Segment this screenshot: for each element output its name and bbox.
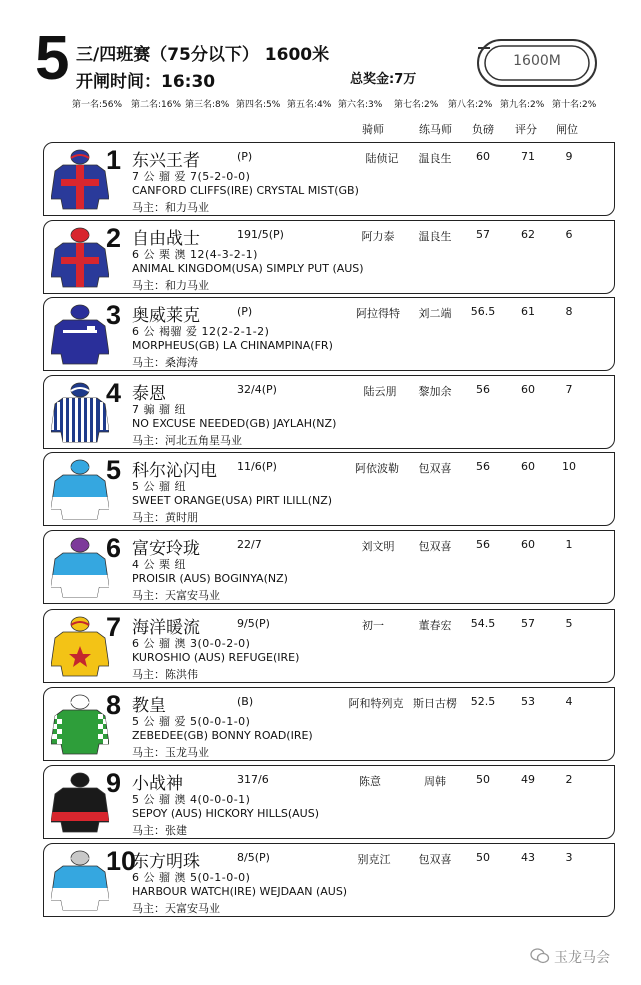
gate-value: 7 xyxy=(565,383,573,396)
horse-owner: 马主：河北五角星马业 xyxy=(132,434,242,447)
horse-name: 富安玲珑 xyxy=(132,539,200,559)
prize-distribution xyxy=(72,97,602,111)
horse-name: 教皇 xyxy=(132,696,166,716)
jockey-name: 别克江 xyxy=(357,853,391,866)
trainer-name: 刘二端 xyxy=(418,307,452,320)
runner-number: 9 xyxy=(106,768,122,798)
horse-owner: 马主：天富安马业 xyxy=(132,902,220,915)
runner-number: 2 xyxy=(106,223,122,253)
rating-value: 60 xyxy=(521,460,535,473)
runner-card xyxy=(43,375,615,449)
horse-pedigree: MORPHEUS(GB) LA CHINAMPINA(FR) xyxy=(132,339,333,352)
rating-value: 43 xyxy=(521,851,535,864)
gate-value: 6 xyxy=(565,228,573,241)
runner-odds: 9/5(P) xyxy=(237,617,270,630)
horse-info: 6 公 骝 澳 3(0-0-2-0) xyxy=(132,637,251,650)
prize-share: 第三名:8% xyxy=(185,100,230,110)
runner-number: 10 xyxy=(106,846,137,876)
track-distance-label: 1600M xyxy=(513,53,561,69)
horse-owner: 马主：陈洪伟 xyxy=(132,668,198,681)
jockey-silks-icon xyxy=(51,304,109,366)
runner-odds: (P) xyxy=(237,150,253,163)
jockey-name: 阿力泰 xyxy=(361,230,395,243)
horse-info: 5 公 骝 爱 5(0-0-1-0) xyxy=(132,715,251,728)
horse-name: 小战神 xyxy=(132,774,183,794)
prize-share: 第五名:4% xyxy=(287,100,332,110)
runner-card xyxy=(43,687,615,761)
horse-name: 海洋暖流 xyxy=(132,618,200,638)
gate-value: 3 xyxy=(565,851,573,864)
horse-pedigree: SWEET ORANGE(USA) PIRT ILILL(NZ) xyxy=(132,494,333,507)
weight-value: 50 xyxy=(476,851,490,864)
prize-share: 第一名:56% xyxy=(72,100,123,110)
total-prize: 总奖金:7万 xyxy=(350,72,417,87)
horse-owner: 马主：和力马业 xyxy=(132,201,209,214)
weight-value: 52.5 xyxy=(470,695,496,708)
rating-value: 60 xyxy=(521,538,535,551)
rating-value: 62 xyxy=(521,228,535,241)
jockey-silks-icon xyxy=(51,537,109,599)
rating-value: 49 xyxy=(521,773,535,786)
column-header-rating: 评分 xyxy=(515,123,537,136)
horse-info: 6 公 骝 澳 5(0-1-0-0) xyxy=(132,871,251,884)
weight-value: 56 xyxy=(476,383,490,396)
horse-pedigree: PROISIR (AUS) BOGINYA(NZ) xyxy=(132,572,288,585)
horse-info: 7 公 骝 爱 7(5-2-0-0) xyxy=(132,170,251,183)
runner-odds: (B) xyxy=(237,695,254,708)
runner-card xyxy=(43,843,615,917)
jockey-silks-icon xyxy=(51,149,109,211)
jockey-name: 初一 xyxy=(362,619,384,632)
weight-value: 56 xyxy=(476,538,490,551)
runner-card xyxy=(43,452,615,526)
trainer-name: 斯日古楞 xyxy=(413,697,457,710)
horse-owner: 马主：和力马业 xyxy=(132,279,209,292)
runner-number: 5 xyxy=(106,455,122,485)
horse-pedigree: NO EXCUSE NEEDED(GB) JAYLAH(NZ) xyxy=(132,417,337,430)
runner-odds: 11/6(P) xyxy=(237,460,277,473)
trainer-name: 黎加余 xyxy=(418,385,452,398)
prize-share: 第六名:3% xyxy=(338,100,383,110)
jockey-name: 阿依波勒 xyxy=(355,462,399,475)
rating-value: 53 xyxy=(521,695,535,708)
horse-owner: 马主：黄时朋 xyxy=(132,511,198,524)
gate-value: 10 xyxy=(562,460,576,473)
gate-value: 8 xyxy=(565,305,573,318)
prize-share: 第九名:2% xyxy=(500,100,545,110)
weight-value: 50 xyxy=(476,773,490,786)
runner-odds: 8/5(P) xyxy=(237,851,270,864)
trainer-name: 包双喜 xyxy=(418,540,452,553)
horse-owner: 马主：天富安马业 xyxy=(132,589,220,602)
weight-value: 57 xyxy=(476,228,490,241)
jockey-silks-icon xyxy=(51,772,109,834)
horse-info: 6 公 褐骝 爱 12(2-2-1-2) xyxy=(132,325,270,338)
horse-pedigree: SEPOY (AUS) HICKORY HILLS(AUS) xyxy=(132,807,319,820)
horse-pedigree: CANFORD CLIFFS(IRE) CRYSTAL MIST(GB) xyxy=(132,184,359,197)
horse-info: 4 公 栗 纽 xyxy=(132,558,186,571)
jockey-silks-icon xyxy=(51,616,109,678)
trainer-name: 包双喜 xyxy=(418,853,452,866)
rating-value: 57 xyxy=(521,617,535,630)
jockey-silks-icon xyxy=(51,459,109,521)
runner-number: 1 xyxy=(106,145,122,175)
runner-number: 6 xyxy=(106,533,122,563)
runner-card xyxy=(43,220,615,294)
jockey-name: 陆云朋 xyxy=(363,385,397,398)
column-header-gate: 闸位 xyxy=(556,123,578,136)
jockey-silks-icon xyxy=(51,850,109,912)
horse-info: 5 公 骝 澳 4(0-0-0-1) xyxy=(132,793,251,806)
jockey-name: 阿拉得特 xyxy=(356,307,400,320)
race-number: 5 xyxy=(35,24,70,93)
horse-name: 东兴王者 xyxy=(132,151,200,171)
prize-share: 第十名:2% xyxy=(552,100,597,110)
horse-pedigree: HARBOUR WATCH(IRE) WEJDAAN (AUS) xyxy=(132,885,348,898)
weight-value: 60 xyxy=(476,150,490,163)
runner-odds: (P) xyxy=(237,305,253,318)
gate-value: 4 xyxy=(565,695,573,708)
jockey-silks-icon xyxy=(51,227,109,289)
trainer-name: 包双喜 xyxy=(418,462,452,475)
horse-name: 东方明珠 xyxy=(132,852,200,872)
gate-value: 5 xyxy=(565,617,573,630)
runner-odds: 22/7 xyxy=(237,538,262,551)
jockey-name: 刘文明 xyxy=(361,540,395,553)
horse-name: 泰恩 xyxy=(132,384,166,404)
jockey-silks-icon xyxy=(51,382,109,444)
rating-value: 60 xyxy=(521,383,535,396)
trainer-name: 温良生 xyxy=(418,230,452,243)
gate-value: 1 xyxy=(565,538,573,551)
runner-odds: 32/4(P) xyxy=(237,383,277,396)
weight-value: 56.5 xyxy=(470,305,496,318)
race-title: 三/四班赛（75分以下） 1600米 xyxy=(76,45,330,65)
runner-number: 8 xyxy=(106,690,122,720)
horse-name: 奥威莱克 xyxy=(132,306,200,326)
horse-pedigree: ZEBEDEE(GB) BONNY ROAD(IRE) xyxy=(132,729,313,742)
rating-value: 71 xyxy=(521,150,535,163)
runner-card xyxy=(43,530,615,604)
jockey-name: 陆侦记 xyxy=(365,152,399,165)
horse-pedigree: KUROSHIO (AUS) REFUGE(IRE) xyxy=(132,651,300,664)
column-header-jockey: 骑师 xyxy=(362,123,384,136)
weight-value: 54.5 xyxy=(470,617,496,630)
horse-info: 7 骟 骝 纽 xyxy=(132,403,186,416)
runner-odds: 317/6 xyxy=(237,773,269,786)
race-header xyxy=(0,0,641,140)
column-header-weight: 负磅 xyxy=(472,123,494,136)
horse-owner: 马主：玉龙马业 xyxy=(132,746,209,759)
runner-number: 3 xyxy=(106,300,122,330)
prize-share: 第七名:2% xyxy=(394,100,439,110)
watermark-text: 玉龙马会 xyxy=(554,950,610,966)
trainer-name: 温良生 xyxy=(418,152,452,165)
runner-number: 4 xyxy=(106,378,122,408)
horse-name: 科尔沁闪电 xyxy=(132,461,217,481)
jockey-name: 阿和特列克 xyxy=(348,697,404,710)
horse-owner: 马主：张建 xyxy=(132,824,187,837)
prize-share: 第八名:2% xyxy=(448,100,493,110)
gate-value: 2 xyxy=(565,773,573,786)
runner-card xyxy=(43,609,615,683)
start-time: 开闸时间：16:30 xyxy=(76,72,216,92)
runner-number: 7 xyxy=(106,612,122,642)
rating-value: 61 xyxy=(521,305,535,318)
prize-share: 第四名:5% xyxy=(236,100,281,110)
track-diagram xyxy=(476,38,598,88)
horse-pedigree: ANIMAL KINGDOM(USA) SIMPLY PUT (AUS) xyxy=(132,262,364,275)
runner-card xyxy=(43,142,615,216)
horse-info: 6 公 栗 澳 12(4-3-2-1) xyxy=(132,248,258,261)
prize-share: 第二名:16% xyxy=(131,100,182,110)
runner-card xyxy=(43,765,615,839)
jockey-name: 陈意 xyxy=(359,775,381,788)
trainer-name: 周韩 xyxy=(424,775,446,788)
horse-name: 自由战士 xyxy=(132,229,200,249)
runner-odds: 191/5(P) xyxy=(237,228,284,241)
runner-card xyxy=(43,297,615,371)
column-header-trainer: 练马师 xyxy=(419,123,452,136)
horse-info: 5 公 骝 纽 xyxy=(132,480,186,493)
wechat-icon xyxy=(530,948,550,964)
horse-owner: 马主：桑海涛 xyxy=(132,356,198,369)
jockey-silks-icon xyxy=(51,694,109,756)
gate-value: 9 xyxy=(565,150,573,163)
weight-value: 56 xyxy=(476,460,490,473)
trainer-name: 董春宏 xyxy=(418,619,452,632)
